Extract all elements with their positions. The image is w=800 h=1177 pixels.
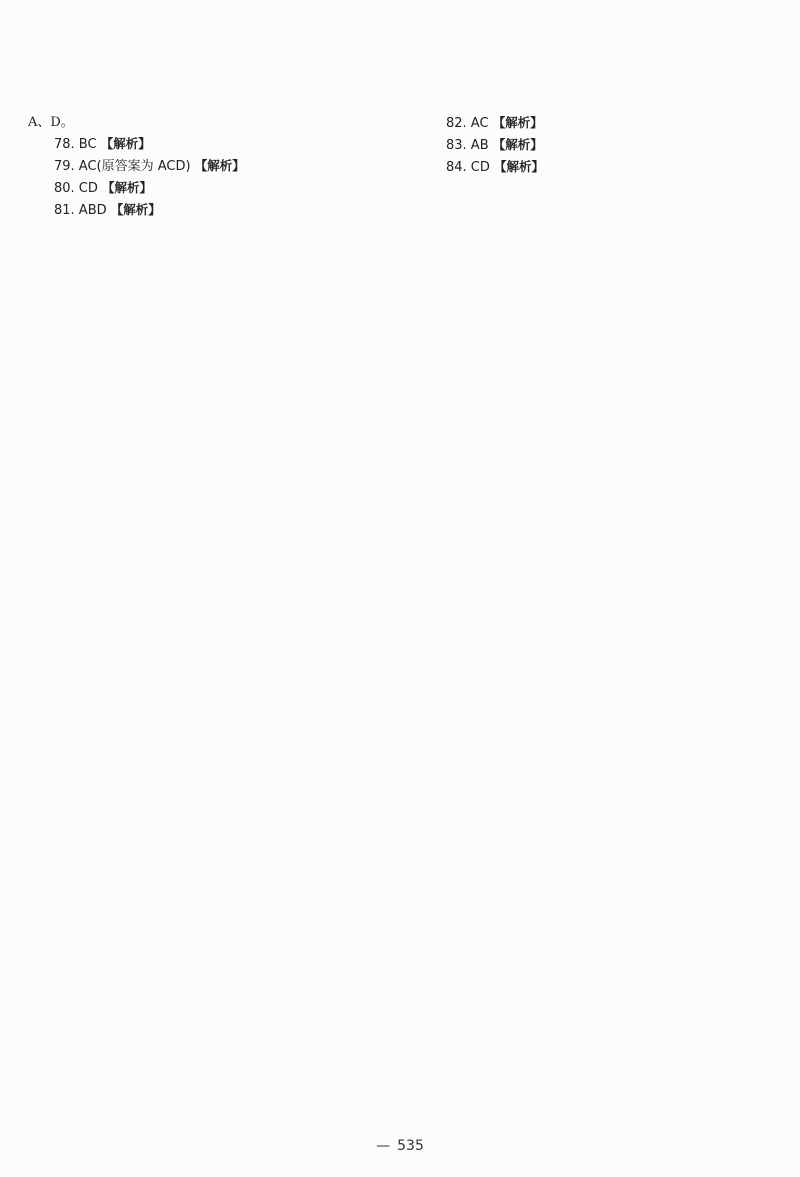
answer-84-label: 84. CD	[446, 160, 490, 175]
answer-79-label: 79. AC(原答案为 ACD)	[54, 159, 191, 174]
page-number: 535	[397, 1138, 424, 1154]
right-column	[420, 112, 775, 1132]
answer-80	[28, 177, 383, 199]
answer-78	[28, 133, 383, 155]
analysis-tag: 【解析】	[102, 180, 153, 195]
answer-82	[420, 112, 775, 134]
analysis-tag: 【解析】	[492, 115, 543, 130]
page-footer	[0, 1138, 800, 1154]
footer-dash: —	[376, 1138, 392, 1154]
analysis-tag: 【解析】	[194, 158, 245, 173]
answer-81-label: 81. ABD	[54, 203, 107, 218]
answer-84	[420, 156, 775, 178]
answer-80-label: 80. CD	[54, 181, 98, 196]
lead-line: A、D。	[28, 115, 74, 130]
analysis-tag: 【解析】	[492, 137, 543, 152]
answer-82-label: 82. AC	[446, 116, 489, 131]
answer-79	[28, 155, 383, 177]
left-column	[28, 112, 383, 1132]
answer-78-label: 78. BC	[54, 137, 97, 152]
analysis-tag: 【解析】	[494, 159, 545, 174]
analysis-tag: 【解析】	[110, 202, 161, 217]
answer-83-label: 83. AB	[446, 138, 489, 153]
answer-83	[420, 134, 775, 156]
analysis-tag: 【解析】	[100, 136, 151, 151]
answer-81	[28, 199, 383, 221]
